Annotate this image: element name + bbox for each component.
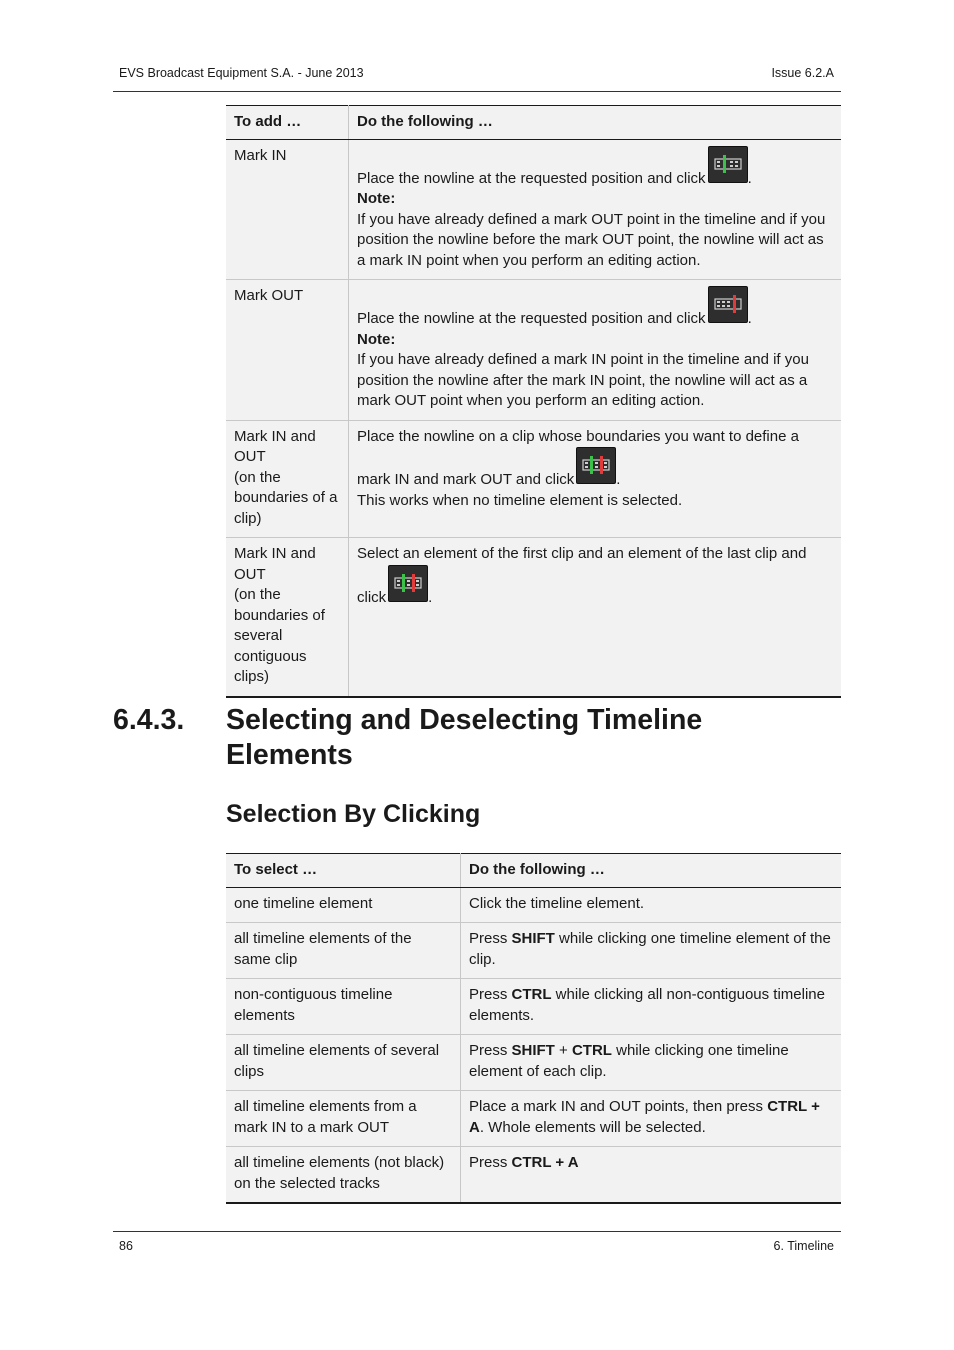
subsection-heading: Selection By Clicking xyxy=(226,800,481,828)
chapter-name: 6. Timeline xyxy=(773,1239,834,1253)
row-description: Press CTRL while clicking all non-contiguous timeline elements. xyxy=(461,979,842,1035)
col-header-do-following: Do the following … xyxy=(461,854,842,888)
mark-in-out-icon xyxy=(388,565,428,602)
note-text: If you have already defined a mark IN point in the timeline and if you position the nowline after the mark IN point, the nowline will act as a mark OUT point when you perform an editing action. xyxy=(357,351,809,409)
table-row xyxy=(226,538,841,697)
table-row xyxy=(226,979,841,1035)
col-header-to-select: To select … xyxy=(226,854,461,888)
section-title: Selecting and Deselecting Timeline Elements xyxy=(226,704,703,771)
table-row xyxy=(226,1091,841,1147)
row-label: one timeline element xyxy=(226,887,461,923)
row-label: Mark IN and OUT (on the boundaries of several contiguous clips) xyxy=(226,538,349,697)
header-right: Issue 6.2.A xyxy=(771,66,834,80)
row-description: Place a mark IN and OUT points, then press CTRL + A. Whole elements will be selected. xyxy=(461,1091,842,1147)
table-row xyxy=(226,1035,841,1091)
row-description: Place the nowline at the requested position and click . Note: If you have already defined a mark IN point in the timeline and if you position the nowline after the mark IN point, the nowline will act as a mark OUT point when you perform an editing action. xyxy=(349,280,842,421)
header-left: EVS Broadcast Equipment S.A. - June 2013 xyxy=(119,66,364,80)
selection-table xyxy=(226,853,841,1204)
table-row xyxy=(226,420,841,538)
row-description: Place the nowline at the requested position and click . Note: If you have already defined a mark OUT point in the timeline and if you position the nowline before the mark OUT point, the nowline will act as a mark IN point when you perform an editing action. xyxy=(349,139,842,280)
page-header xyxy=(113,64,841,92)
page-footer xyxy=(113,1231,841,1253)
note-text: If you have already defined a mark OUT point in the timeline and if you position the nowline before the mark OUT point, the nowline will act as a mark IN point when you perform an editing action. xyxy=(357,210,826,269)
table-row xyxy=(226,923,841,979)
col-header-do-following: Do the following … xyxy=(349,106,842,140)
row-label: all timeline elements from a mark IN to a mark OUT xyxy=(226,1091,461,1147)
row-description: Press CTRL + A xyxy=(461,1147,842,1204)
row-label: Mark IN and OUT (on the boundaries of a clip) xyxy=(226,420,349,538)
add-marks-table xyxy=(226,105,841,698)
mark-out-icon xyxy=(708,286,748,323)
table-row xyxy=(226,1147,841,1204)
row-label: Mark OUT xyxy=(226,280,349,421)
col-header-to-add: To add … xyxy=(226,106,349,140)
row-description: Click the timeline element. xyxy=(461,887,842,923)
row-label: all timeline elements (not black) on the selected tracks xyxy=(226,1147,461,1204)
mark-in-out-icon xyxy=(576,447,616,484)
row-description: Press SHIFT while clicking one timeline element of the clip. xyxy=(461,923,842,979)
note-label: Note: xyxy=(357,330,396,348)
section-number: 6.4.3. xyxy=(113,704,185,736)
note-label: Note: xyxy=(357,190,396,207)
table-row xyxy=(226,139,841,280)
row-description: Press SHIFT + CTRL while clicking one timeline element of each clip. xyxy=(461,1035,842,1091)
table-row xyxy=(226,887,841,923)
row-description: Place the nowline on a clip whose boundaries you want to define a mark IN and mark OUT and click . This works when no timeline element is selected. xyxy=(349,420,842,538)
row-label: non-contiguous timeline elements xyxy=(226,979,461,1035)
page-number: 86 xyxy=(119,1239,133,1253)
row-label: all timeline elements of the same clip xyxy=(226,923,461,979)
mark-in-icon xyxy=(708,146,748,183)
row-label: all timeline elements of several clips xyxy=(226,1035,461,1091)
row-description: Select an element of the first clip and an element of the last clip and click . xyxy=(349,538,842,697)
row-label: Mark IN xyxy=(226,139,349,280)
table-row xyxy=(226,280,841,421)
